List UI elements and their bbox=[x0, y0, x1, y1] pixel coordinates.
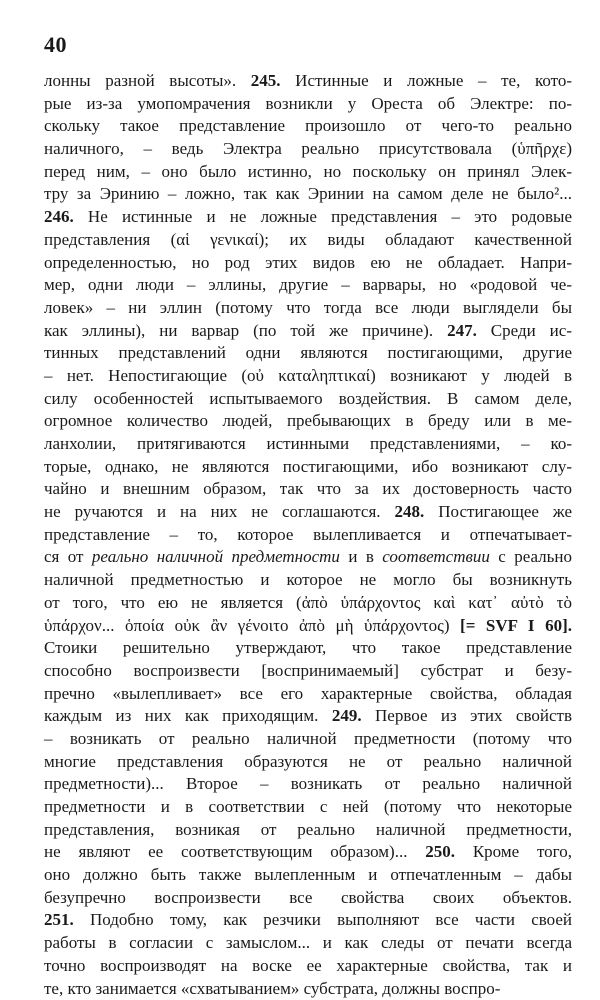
text-line bbox=[44, 206, 572, 229]
text-line bbox=[44, 569, 572, 592]
text-line bbox=[44, 705, 572, 728]
text-segment: чайно и внешним образом, так что за их достоверность часто bbox=[44, 479, 572, 498]
text-line bbox=[44, 478, 572, 501]
text-line bbox=[44, 433, 572, 456]
text-line bbox=[44, 841, 572, 864]
text-segment: многие представления образуются не от реально наличной bbox=[44, 752, 572, 771]
text-line bbox=[44, 615, 572, 638]
section-number: 251. bbox=[44, 910, 74, 929]
text-line bbox=[44, 978, 572, 1000]
text-segment: работы в согласии с замыслом... и как следы от печати всегда bbox=[44, 933, 572, 952]
text-segment: предметности и в соответствии с ней (потому что некоторые bbox=[44, 797, 572, 816]
text-segment: оно должно быть также вылепленным и отпечатленным – дабы bbox=[44, 865, 572, 884]
text-line bbox=[44, 297, 572, 320]
text-line bbox=[44, 115, 572, 138]
text-line bbox=[44, 320, 572, 343]
text-segment: Не истинные и не ложные представления – это родовые bbox=[74, 207, 572, 226]
text-segment: наличного, – ведь Электра реально присутствовала (ὑπῆρχε) bbox=[44, 139, 572, 158]
text-line bbox=[44, 524, 572, 547]
text-segment: ὑπάρχον... ὁποία οὐκ ἂν γένοιτο ἀπὸ μὴ ὑπάρχοντος) bbox=[44, 616, 460, 635]
text-line bbox=[44, 229, 572, 252]
text-line bbox=[44, 456, 572, 479]
text-segment: перед ним, – оно было истинно, но поскольку он принял Элек- bbox=[44, 162, 572, 181]
text-line bbox=[44, 909, 572, 932]
text-line bbox=[44, 70, 572, 93]
text-line bbox=[44, 161, 572, 184]
text-segment: с реально bbox=[490, 547, 572, 566]
text-line bbox=[44, 660, 572, 683]
text-line bbox=[44, 93, 572, 116]
text-segment: Постигающее же bbox=[424, 502, 572, 521]
text-line bbox=[44, 592, 572, 615]
text-segment: Истинные и ложные – те, кото- bbox=[281, 71, 572, 90]
section-number: 250. bbox=[425, 842, 455, 861]
text-segment: мер, одни люди – эллины, другие – варвары, но «родовой че- bbox=[44, 275, 572, 294]
text-line bbox=[44, 365, 572, 388]
text-segment: Кроме того, bbox=[455, 842, 572, 861]
text-line bbox=[44, 342, 572, 365]
text-line bbox=[44, 887, 572, 910]
section-number: 249. bbox=[332, 706, 362, 725]
page-number: 40 bbox=[44, 32, 67, 58]
text-line bbox=[44, 751, 572, 774]
section-number: 248. bbox=[395, 502, 425, 521]
text-line bbox=[44, 138, 572, 161]
text-line bbox=[44, 796, 572, 819]
text-segment: рые из-за умопомрачения возникли у Ореста об Электре: по- bbox=[44, 94, 572, 113]
text-segment: ланхолии, притягиваются истинными представлениями, – ко- bbox=[44, 434, 572, 453]
text-line bbox=[44, 410, 572, 433]
text-segment: определенностью, но род этих видов ею не обладает. Напри- bbox=[44, 253, 572, 272]
text-segment: не ручаются и на них не соглашаются. bbox=[44, 502, 395, 521]
text-line bbox=[44, 728, 572, 751]
text-segment: от того, что ею не является (ἀπὸ ὑπάρχοντος καὶ κατ᾽ αὐτὸ τὸ bbox=[44, 593, 572, 612]
text-line bbox=[44, 274, 572, 297]
text-segment: лонны разной высоты». bbox=[44, 71, 251, 90]
text-segment: как эллины), ни варвар (по той же причине). bbox=[44, 321, 447, 340]
text-line bbox=[44, 546, 572, 569]
text-segment: пречно «вылепливает» все его характерные свойства, обладая bbox=[44, 684, 572, 703]
text-line bbox=[44, 183, 572, 206]
text-segment: ся от bbox=[44, 547, 92, 566]
body-text bbox=[44, 70, 572, 1000]
text-segment: Подобно тому, как резчики выполняют все части своей bbox=[74, 910, 572, 929]
text-segment: торые, однако, не являются постигающими, ибо возникают слу- bbox=[44, 457, 572, 476]
italic-term: соответствии bbox=[382, 547, 490, 566]
text-segment: силу особенностей испытываемого воздействия. В самом деле, bbox=[44, 389, 572, 408]
text-line bbox=[44, 683, 572, 706]
text-line bbox=[44, 501, 572, 524]
text-segment: Среди ис- bbox=[477, 321, 572, 340]
text-line bbox=[44, 388, 572, 411]
italic-term: реально наличной предметности bbox=[92, 547, 340, 566]
text-segment: способно воспроизвести [воспринимаемый] субстрат и безу- bbox=[44, 661, 572, 680]
text-segment: и в bbox=[340, 547, 382, 566]
text-segment: точно воспроизводят на воске ее характерные свойства, так и bbox=[44, 956, 572, 975]
text-segment: скольку такое представление произошло от чего-то реально bbox=[44, 116, 572, 135]
text-segment: представления, возникая от реально наличной предметности, bbox=[44, 820, 572, 839]
text-segment: Стоики решительно утверждают, что такое представление bbox=[44, 638, 572, 657]
text-segment: тинных представлений одни являются постигающими, другие bbox=[44, 343, 572, 362]
text-segment: ловек» – ни эллин (потому что тогда все люди выглядели бы bbox=[44, 298, 572, 317]
text-segment: предметности)... Второе – возникать от реально наличной bbox=[44, 774, 572, 793]
text-segment: наличной предметностью и которое не могло бы возникнуть bbox=[44, 570, 572, 589]
text-line bbox=[44, 637, 572, 660]
text-segment: – возникать от реально наличной предметности (потому что bbox=[44, 729, 572, 748]
text-segment: представление – то, которое вылепливается и отпечатывает- bbox=[44, 525, 572, 544]
section-number: 245. bbox=[251, 71, 281, 90]
text-line bbox=[44, 773, 572, 796]
text-line bbox=[44, 864, 572, 887]
text-segment: представления (αἱ γενικαί); их виды обладают качественной bbox=[44, 230, 572, 249]
section-number: 246. bbox=[44, 207, 74, 226]
text-segment: те, кто занимается «схватыванием» субстрата, должны воспро- bbox=[44, 979, 500, 998]
text-segment: безупречно воспроизвести все свойства своих объектов. bbox=[44, 888, 572, 907]
section-number: [= SVF I 60]. bbox=[460, 616, 572, 635]
text-line bbox=[44, 955, 572, 978]
text-segment: огромное количество людей, пребывающих в бреду или в ме- bbox=[44, 411, 572, 430]
text-line bbox=[44, 932, 572, 955]
text-segment: тру за Эринию – ложно, так как Эринии на самом деле не было²... bbox=[44, 184, 572, 203]
text-segment: каждым из них как приходящим. bbox=[44, 706, 332, 725]
text-segment: Первое из этих свойств bbox=[362, 706, 572, 725]
text-segment: не являют ее соответствующим образом)... bbox=[44, 842, 425, 861]
section-number: 247. bbox=[447, 321, 477, 340]
text-line bbox=[44, 819, 572, 842]
text-segment: – нет. Непостигающие (οὐ καταληπτικαί) возникают у людей в bbox=[44, 366, 572, 385]
text-line bbox=[44, 252, 572, 275]
